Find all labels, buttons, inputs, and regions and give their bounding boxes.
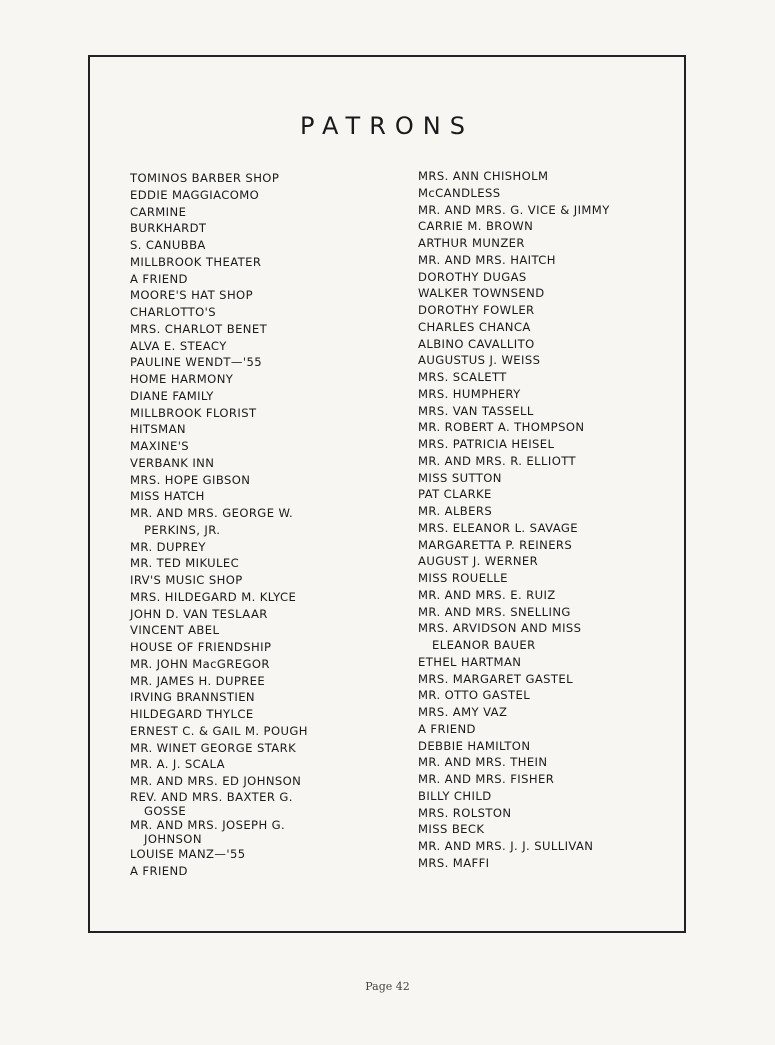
list-item: HOME HARMONY [130, 372, 234, 386]
list-item: MR. AND MRS. THEIN [418, 755, 548, 770]
list-item: MRS. SCALETT [418, 370, 507, 384]
list-item: MOORE'S HAT SHOP [130, 288, 253, 303]
list-item: HOUSE OF FRIENDSHIP [130, 640, 272, 654]
list-item: MR. TED MIKULEC [130, 556, 240, 571]
list-item: MR. OTTO GASTEL [418, 688, 531, 703]
list-item: CARMINE [130, 204, 187, 219]
list-item: MRS. ELEANOR L. SAVAGE [418, 520, 578, 535]
list-item: DOROTHY DUGAS [418, 269, 527, 284]
list-item: MR. ROBERT A. THOMPSON [418, 420, 585, 435]
list-item: MRS. CHARLOT BENET [130, 321, 268, 336]
list-item: MARGARETTA P. REINERS [418, 537, 573, 552]
list-item: MRS. HOPE GIBSON [130, 472, 251, 487]
patron-list-right [418, 168, 678, 872]
list-item: LOUISE MANZ—'55 [130, 846, 246, 861]
list-item: WALKER TOWNSEND [418, 286, 545, 301]
list-item: MR. A. J. SCALA [130, 757, 225, 772]
list-item: MR. AND MRS. E. RUIZ [418, 587, 556, 602]
list-item: MILLBROOK FLORIST [130, 405, 257, 420]
list-item: MRS. HILDEGARD M. KLYCE [130, 589, 297, 604]
list-item-line: GOSSE [144, 803, 187, 818]
list-item-wrapped [130, 790, 380, 818]
list-item: IRVING BRANNSTIEN [130, 690, 256, 705]
list-item: S. CANUBBA [130, 238, 206, 252]
list-item: MISS BECK [418, 822, 485, 837]
list-item: MRS. HUMPHERY [418, 386, 521, 401]
list-item: ERNEST C. & GAIL M. POUGH [130, 723, 308, 738]
list-item: MRS. ANN CHISHOLM [418, 169, 549, 183]
list-item: DEBBIE HAMILTON [418, 738, 531, 753]
list-item: MR. AND MRS. SNELLING [418, 604, 571, 619]
list-item: A FRIEND [130, 271, 188, 286]
list-item-line: MR. AND MRS. JOSEPH G. [130, 817, 286, 832]
list-item: MRS. VAN TASSELL [418, 403, 534, 418]
list-item: MR. DUPREY [130, 539, 206, 554]
list-item: MAXINE'S [130, 439, 190, 453]
list-item: BILLY CHILD [418, 788, 492, 803]
list-item: MRS. ROLSTON [418, 805, 512, 820]
page-border [88, 55, 686, 933]
list-item: MRS. MARGARET GASTEL [418, 671, 573, 686]
list-item: PAT CLARKE [418, 487, 492, 502]
list-item: MR. JOHN MacGREGOR [130, 656, 270, 671]
patron-list-left [130, 170, 380, 879]
list-item: MR. AND MRS. ED JOHNSON [130, 774, 302, 788]
list-item-line: REV. AND MRS. BAXTER G. [130, 789, 293, 804]
list-item: HITSMAN [130, 422, 186, 437]
list-item: ETHEL HARTMAN [418, 654, 522, 669]
list-item: MR. AND MRS. HAITCH [418, 252, 556, 267]
list-item: MR. JAMES H. DUPREE [130, 673, 266, 688]
list-item: A FRIEND [418, 721, 476, 736]
list-item: EDDIE MAGGIACOMO [130, 187, 260, 202]
list-item: CHARLES CHANCA [418, 319, 531, 334]
list-item: MRS. AMY VAZ [418, 705, 508, 719]
list-item: MR. AND MRS. J. J. SULLIVAN [418, 839, 594, 853]
list-item: A FRIEND [130, 863, 188, 878]
list-item: AUGUSTUS J. WEISS [418, 353, 541, 368]
list-item: MISS ROUELLE [418, 571, 508, 585]
list-item: ARTHUR MUNZER [418, 236, 525, 250]
list-item: VERBANK INN [130, 455, 215, 470]
list-item: IRV'S MUSIC SHOP [130, 573, 243, 587]
list-item: MR. AND MRS. G. VICE & JIMMY [418, 202, 610, 217]
list-item: MILLBROOK THEATER [130, 254, 262, 269]
list-item: MRS. ARVIDSON AND MISS [418, 621, 582, 636]
list-item: ALBINO CAVALLITO [418, 336, 535, 351]
list-item: HILDEGARD THYLCE [130, 707, 254, 721]
list-item: MR. AND MRS. GEORGE W. [130, 506, 294, 520]
list-item: DIANE FAMILY [130, 388, 214, 403]
list-item: MISS HATCH [130, 489, 205, 504]
list-item: CARRIE M. BROWN [418, 219, 534, 234]
list-item: CHARLOTTO'S [130, 305, 217, 319]
list-item: AUGUST J. WERNER [418, 554, 539, 569]
list-item-continuation: PERKINS, JR. [144, 522, 221, 537]
list-item: PAULINE WENDT—'55 [130, 355, 263, 370]
page-number: Page 42 [365, 980, 410, 993]
list-item: TOMINOS BARBER SHOP [130, 171, 280, 185]
list-item: MRS. MAFFI [418, 855, 490, 870]
page-title: PATRONS [300, 112, 474, 140]
list-item: MR. ALBERS [418, 504, 493, 518]
list-item: MR. AND MRS. FISHER [418, 772, 555, 786]
list-item: MR. AND MRS. R. ELLIOTT [418, 453, 576, 468]
list-item: McCANDLESS [418, 185, 501, 200]
list-item: MRS. PATRICIA HEISEL [418, 437, 555, 451]
list-item: MISS SUTTON [418, 470, 502, 485]
list-item: BURKHARDT [130, 221, 207, 236]
list-item-line: JOHNSON [144, 831, 202, 846]
list-item: VINCENT ABEL [130, 623, 220, 638]
list-item: ALVA E. STEACY [130, 338, 227, 353]
list-item: MR. WINET GEORGE STARK [130, 740, 297, 755]
list-item-wrapped [130, 818, 380, 846]
list-item-continuation: ELEANOR BAUER [432, 638, 536, 652]
list-item: JOHN D. VAN TESLAAR [130, 606, 268, 621]
list-item: DOROTHY FOWLER [418, 303, 535, 317]
